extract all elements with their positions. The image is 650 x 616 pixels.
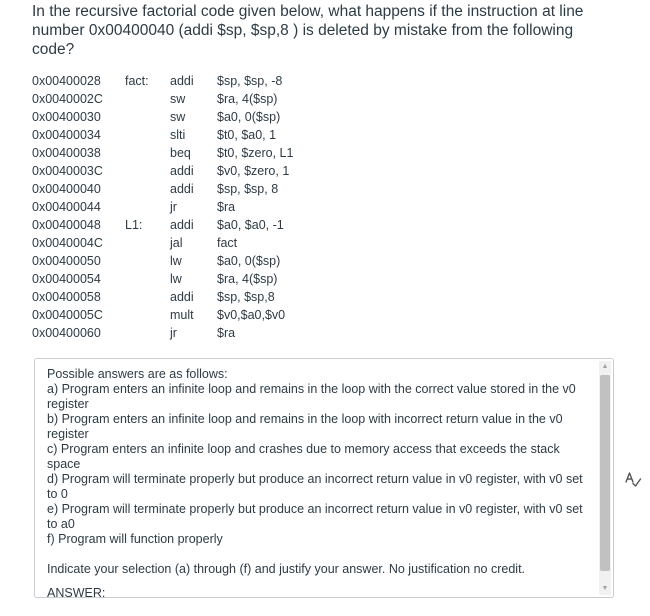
- code-op: addi: [170, 182, 194, 196]
- code-op: addi: [170, 290, 194, 304]
- code-args: $a0, 0($sp): [217, 254, 281, 268]
- code-address: 0x0040004C: [32, 236, 103, 250]
- answers-intro: Possible answers are as follows:: [47, 367, 228, 381]
- code-op: addi: [170, 74, 194, 88]
- answer-option-f: f) Program will function properly: [47, 532, 223, 546]
- code-address: 0x00400050: [32, 254, 101, 268]
- code-address: 0x00400028: [32, 74, 101, 88]
- code-args: $a0, $a0, -1: [217, 218, 284, 232]
- answer-option-e: e) Program will terminate properly but produce an incorrect return value in v0 register, with v0 set to a0: [47, 502, 583, 531]
- scrollbar[interactable]: [599, 361, 611, 595]
- code-address: 0x00400054: [32, 272, 101, 286]
- answers-textarea[interactable]: [34, 358, 614, 598]
- code-address: 0x00400034: [32, 128, 101, 142]
- code-args: $ra, 4($sp): [217, 92, 278, 106]
- code-address: 0x00400038: [32, 146, 101, 160]
- code-op: addi: [170, 164, 194, 178]
- code-address: 0x00400044: [32, 200, 101, 214]
- scroll-thumb[interactable]: [600, 375, 610, 571]
- code-args: $a0, 0($sp): [217, 110, 281, 124]
- code-op: lw: [170, 272, 182, 286]
- code-label: L1:: [125, 218, 143, 232]
- code-op: sw: [170, 110, 186, 124]
- answer-option-c: c) Program enters an infinite loop and crashes due to memory access that exceeds the stack space: [47, 442, 560, 471]
- answers-instruction: Indicate your selection (a) through (f) and justify your answer. No justification no credit.: [47, 562, 526, 576]
- scroll-down-arrow-icon[interactable]: ▼: [601, 585, 609, 592]
- code-args: $ra: [217, 200, 236, 214]
- code-address: 0x00400048: [32, 218, 101, 232]
- answer-option-d: d) Program will terminate properly but produce an incorrect return value in v0 register, with v0 set to 0: [47, 472, 583, 501]
- code-op: mult: [170, 308, 194, 322]
- code-args: $ra, 4($sp): [217, 272, 278, 286]
- code-args: $v0, $zero, 1: [217, 164, 290, 178]
- code-op: slti: [170, 128, 186, 142]
- code-args: $t0, $a0, 1: [217, 128, 277, 142]
- code-args: $t0, $zero, L1: [217, 146, 294, 160]
- answer-option-a: a) Program enters an infinite loop and remains in the loop with the correct value stored in the v0 register: [47, 382, 576, 411]
- code-args: $v0,$a0,$v0: [217, 308, 286, 322]
- code-op: addi: [170, 218, 194, 232]
- spellcheck-icon[interactable]: [624, 470, 642, 488]
- answer-option-b: b) Program enters an infinite loop and remains in the loop with incorrect return value in the v0 register: [47, 412, 563, 441]
- code-args: $sp, $sp,8: [217, 290, 275, 304]
- code-address: 0x00400058: [32, 290, 101, 304]
- code-label: fact:: [125, 74, 149, 88]
- code-address: 0x0040005C: [32, 308, 103, 322]
- code-args: $sp, $sp, 8: [217, 182, 279, 196]
- code-op: lw: [170, 254, 182, 268]
- scroll-up-arrow-icon[interactable]: ▲: [601, 363, 609, 370]
- code-op: sw: [170, 92, 186, 106]
- code-address: 0x00400040: [32, 182, 101, 196]
- code-op: jr: [170, 326, 177, 340]
- code-args: $sp, $sp, -8: [217, 74, 283, 88]
- code-address: 0x0040003C: [32, 164, 103, 178]
- spacer: [47, 547, 587, 562]
- code-args: fact: [217, 236, 238, 250]
- code-address: 0x00400030: [32, 110, 101, 124]
- code-args: $ra: [217, 326, 236, 340]
- answer-label: ANSWER:: [47, 586, 106, 598]
- code-address: 0x0040002C: [32, 92, 103, 106]
- question-text: In the recursive factorial code given below, what happens if the instruction at line number 0x00400040 (addi $sp, $sp,8 ) is deleted by mistake from the following code?: [32, 3, 584, 58]
- code-address: 0x00400060: [32, 326, 101, 340]
- code-op: beq: [170, 146, 191, 160]
- answers-content: [47, 367, 587, 577]
- code-op: jr: [170, 200, 177, 214]
- spellcheck-icon-graphic: [624, 470, 642, 488]
- code-op: jal: [170, 236, 183, 250]
